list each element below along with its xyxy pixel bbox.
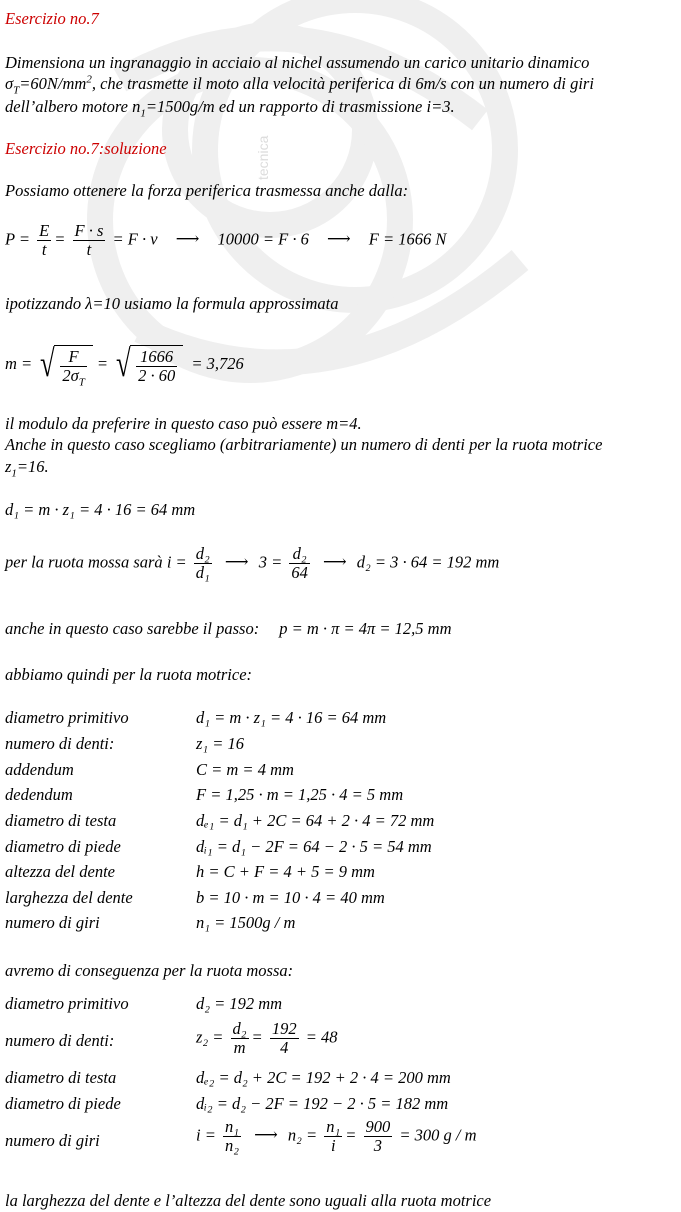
motrice-value: F = 1,25 · m = 1,25 · 4 = 5 mm <box>196 785 404 804</box>
motrice-value: C = m = 4 mm <box>196 760 294 779</box>
motrice-label: diametro di piede <box>5 837 121 856</box>
motrice-label: altezza del dente <box>5 862 115 881</box>
text-module-2: Anche in questo caso scegliamo (arbitrariamente) un numero di denti per la ruota motrice <box>5 435 603 454</box>
text-lambda: ipotizzando λ=10 usiamo la formula approssimata <box>5 294 339 313</box>
watermark-text: tecnica <box>255 135 271 180</box>
motrice-value: b = 10 · m = 10 · 4 = 40 mm <box>196 888 385 907</box>
motrice-label: numero di denti: <box>5 734 115 753</box>
motrice-value: dᵢ₁ = d₁ − 2F = 64 − 2 · 5 = 54 mm <box>196 837 432 856</box>
problem-line-2: $\sigma_T=60N/mm^2$, che trasmette il moto alla velocità periferica di 6m/s con un numero di giri <box>5 73 594 97</box>
text-motrice: abbiamo quindi per la ruota motrice: <box>5 665 253 684</box>
motrice-value: n₁ = 1500g / m <box>196 913 296 932</box>
motrice-label: diametro primitivo <box>5 708 129 727</box>
mossa-label-testa: diametro di testa <box>5 1068 117 1087</box>
sqrt-2: √ $\frac{1666}{2 \cdot 60}$ <box>116 345 183 385</box>
equation-passo: anche in questo caso sarebbe il passo: p = m · π = 4π = 12,5 mm <box>5 619 452 638</box>
exercise-title: Esercizio no.7 <box>5 9 99 28</box>
mossa-label-giri: numero di giri <box>5 1131 100 1150</box>
motrice-label: diametro di testa <box>5 811 117 830</box>
mossa-value-piede: dᵢ₂ = d₂ − 2F = 192 − 2 · 5 = 182 mm <box>196 1094 449 1113</box>
problem-line-1: Dimensiona un ingranaggio in acciaio al nichel assumendo un carico unitario dinamico <box>5 53 590 72</box>
equation-d1: d₁ = m · z₁ = 4 · 16 = 64 mm <box>5 500 196 519</box>
mossa-label-piede: diametro di piede <box>5 1094 121 1113</box>
sqrt-1: √ $\frac{F}{2\sigma_T}$ <box>40 345 93 385</box>
solution-title: Esercizio no.7:soluzione <box>5 139 167 158</box>
fraction-e-t: $\frac{E}{t}$ <box>39 221 50 259</box>
equation-force: P = $\frac{E}{t}$ = $\frac{F \cdot s}{t}$ = F · v ⟶ 10000 = F · 6 ⟶ F = 1666 N <box>5 221 447 259</box>
motrice-label: addendum <box>5 760 74 779</box>
motrice-value: z₁ = 16 <box>196 734 245 753</box>
text-final: la larghezza del dente e l’altezza del dente sono uguali alla ruota motrice <box>5 1191 492 1210</box>
mossa-value-testa: dₑ₂ = d₂ + 2C = 192 + 2 · 4 = 200 mm <box>196 1068 451 1087</box>
mossa-label-denti: numero di denti: <box>5 1031 115 1050</box>
motrice-value: h = C + F = 4 + 5 = 9 mm <box>196 862 375 881</box>
motrice-label: dedendum <box>5 785 73 804</box>
equation-module: m = √ $\frac{F}{2\sigma_T}$ = √ $\frac{1666}{2 \cdot 60}$ = 3,726 <box>5 343 244 389</box>
equation-ruota-mossa: per la ruota mossa sarà i = $\frac{\text{d₂}}{\text{d₁}}$ ⟶ 3 = $\frac{\text{d₂}}{64}$ ⟶ d₂ = 3 · 64 = 192 mm <box>5 544 500 582</box>
fraction-fs-t: $\frac{F \cdot s}{t}$ <box>74 221 104 259</box>
mossa-value-diametro: d₂ = 192 mm <box>196 994 283 1013</box>
mossa-value-giri: i = $\frac{\text{n₁}}{\text{n₂}}$ ⟶ n₂ = $\frac{\text{n₁}}{i}$ = $\frac{900}{3}$ = 300 g / m <box>196 1117 477 1155</box>
text-mossa: avremo di conseguenza per la ruota mossa: <box>5 961 294 980</box>
arrow-icon: ⟶ <box>322 552 347 572</box>
arrow-icon: ⟶ <box>175 229 200 249</box>
text-module-1: il modulo da preferire in questo caso può essere m=4. <box>5 414 362 433</box>
arrow-icon: ⟶ <box>326 229 351 249</box>
text-module-3: $z_1=16$. <box>5 457 49 480</box>
mossa-label-diametro: diametro primitivo <box>5 994 129 1013</box>
arrow-icon: ⟶ <box>254 1125 278 1145</box>
motrice-value: d₁ = m · z₁ = 4 · 16 = 64 mm <box>196 708 387 727</box>
motrice-label: larghezza del dente <box>5 888 133 907</box>
motrice-label: numero di giri <box>5 913 100 932</box>
mossa-value-denti: z₂ = $\frac{\text{d₂}}{m}$ = $\frac{192}{4}$ = 48 <box>196 1019 338 1057</box>
motrice-value: dₑ₁ = d₁ + 2C = 64 + 2 · 4 = 72 mm <box>196 811 435 830</box>
problem-line-3: dell’albero motore $n_1=1500g/m$ ed un rapporto di trasmissione i=3. <box>5 97 455 120</box>
arrow-icon: ⟶ <box>224 552 249 572</box>
text-force: Possiamo ottenere la forza periferica trasmessa anche dalla: <box>5 181 409 200</box>
